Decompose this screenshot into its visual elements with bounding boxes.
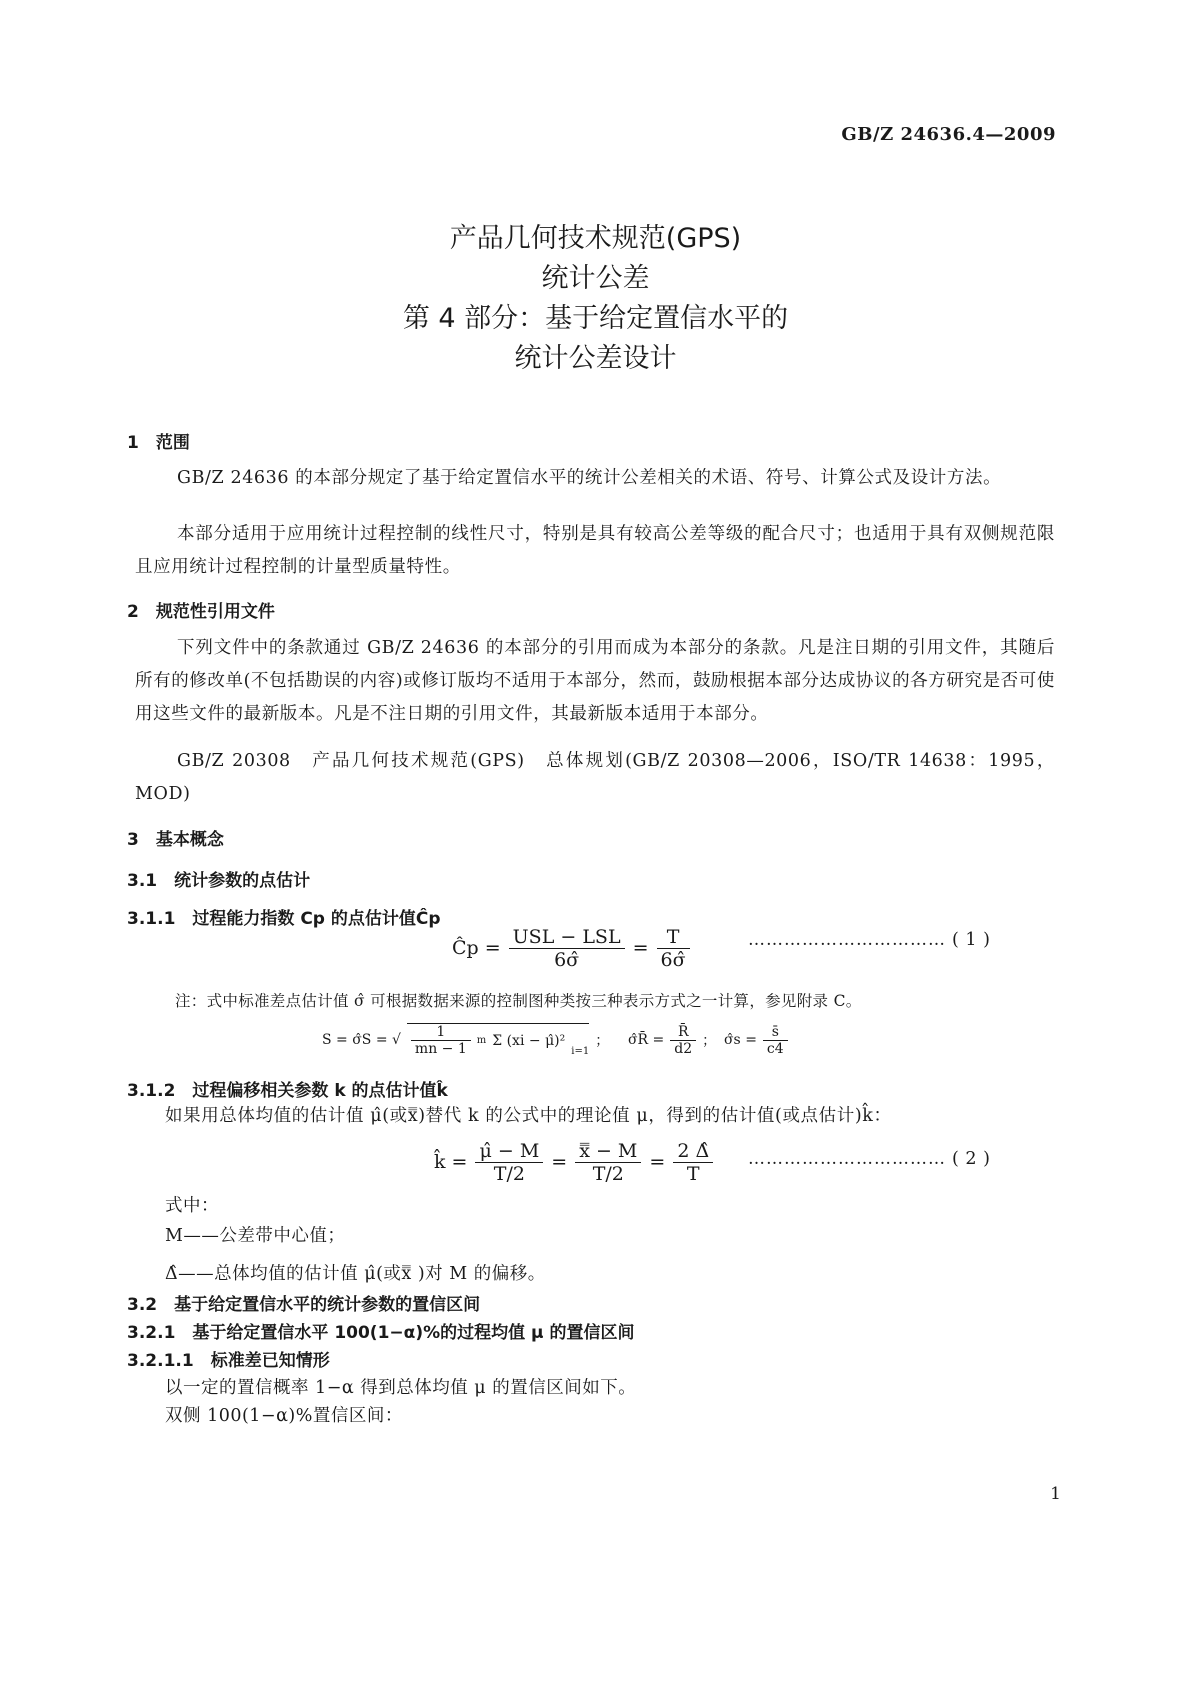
eq2-lhs: k̂ = bbox=[434, 1151, 468, 1173]
eq1-lhs: Ĉp = bbox=[452, 937, 501, 959]
section-1-heading: 1 范围 bbox=[127, 433, 190, 453]
eq2-equals-b: = bbox=[649, 1151, 666, 1173]
section-3-2-heading: 3.2 基于给定置信水平的统计参数的置信区间 bbox=[127, 1295, 481, 1315]
section-3-heading: 3 基本概念 bbox=[127, 830, 224, 850]
note-f2-fraction bbox=[670, 1024, 696, 1057]
section-1-paragraph-2: 本部分适用于应用统计过程控制的线性尺寸，特别是具有较高公差等级的配合尺寸；也适用于具有双侧规范限且应用统计过程控制的计量型质量特性。 bbox=[135, 524, 1055, 577]
eq2-fraction-3 bbox=[673, 1140, 713, 1185]
eq1-denominator-2: 6σ̂ bbox=[660, 948, 686, 971]
paragraph-two-sided: 双侧 100(1−α)%置信区间： bbox=[165, 1406, 403, 1426]
eq2-numerator-1: μ̂ − M bbox=[475, 1140, 543, 1163]
note-f1-lhs: S = σ̂S = √ bbox=[322, 1032, 401, 1048]
eq2-dot-leader: …………………………… bbox=[748, 1149, 946, 1169]
note-f2-den: d2 bbox=[674, 1040, 693, 1057]
definition-m: M——公差带中心值； bbox=[165, 1226, 346, 1246]
section-3-2-1-1-heading: 3.2.1.1 标准差已知情形 bbox=[127, 1351, 330, 1371]
note-f1-sum-limits bbox=[477, 1036, 486, 1046]
eq1-dot-leader: …………………………… bbox=[748, 930, 946, 950]
eq1-denominator-1: 6σ̂ bbox=[554, 948, 580, 971]
eq2-fraction-2 bbox=[575, 1140, 641, 1185]
eq1-numerator-2: T bbox=[657, 926, 690, 949]
note-f1-num: 1 bbox=[411, 1024, 471, 1041]
note-f1-fraction bbox=[411, 1024, 471, 1057]
eq2-number: ( 2 ) bbox=[952, 1149, 991, 1169]
note-f2-sep: ； bbox=[702, 1033, 717, 1049]
eq2-numerator-2: x̿ − M bbox=[575, 1140, 641, 1163]
eq2-numerator-3: 2 Δ̂ bbox=[673, 1140, 713, 1163]
title-line-4: 统计公差设计 bbox=[514, 343, 677, 374]
page-number: 1 bbox=[1050, 1484, 1061, 1504]
note-f1-den: mn − 1 bbox=[414, 1041, 467, 1057]
where-label: 式中： bbox=[165, 1196, 219, 1216]
section-3-1-2-text: 如果用总体均值的估计值 μ̂(或x̿)替代 k 的公式中的理论值 μ，得到的估计值(或点估计)k̂： bbox=[165, 1106, 892, 1126]
eq1-fraction-2 bbox=[657, 926, 690, 971]
note-formula-s-bar bbox=[724, 1016, 788, 1064]
note-f2-num: R̄ bbox=[670, 1024, 696, 1041]
eq1-number: ( 1 ) bbox=[952, 930, 991, 950]
eq1-fraction-1 bbox=[509, 926, 625, 971]
note-f1-sum-top: m bbox=[476, 1034, 487, 1046]
note-f1-sum-bottom: i=1 bbox=[571, 1046, 590, 1057]
section-3-1-2-heading: 3.1.2 过程偏移相关参数 k 的点估计值k̂ bbox=[127, 1081, 448, 1101]
note-f3-fraction bbox=[763, 1024, 788, 1057]
eq2-denominator-1: T/2 bbox=[493, 1162, 525, 1185]
definition-delta: Δ̂——总体均值的估计值 μ̂(或x̿ )对 M 的偏移。 bbox=[165, 1264, 546, 1284]
note-f1-radicand bbox=[407, 1023, 589, 1057]
note-formula-s bbox=[322, 1016, 609, 1064]
eq2-fraction-1 bbox=[475, 1140, 543, 1185]
eq1-equals: = bbox=[632, 937, 649, 959]
section-1-paragraph-1: GB/Z 24636 的本部分规定了基于给定置信水平的统计公差相关的术语、符号、计算公式及设计方法。 bbox=[177, 468, 1002, 488]
title-line-2: 统计公差 bbox=[541, 263, 650, 294]
document-code: GB/Z 24636.4—2009 bbox=[841, 124, 1056, 145]
note-formula-r bbox=[628, 1016, 716, 1064]
note-f3-lhs: σ̂s = bbox=[724, 1032, 757, 1048]
equation-1 bbox=[452, 920, 690, 976]
note-f1-sum: Σ (xi − μ̂)² bbox=[492, 1032, 566, 1049]
section-2-reference: GB/Z 20308 产品几何技术规范(GPS) 总体规划(GB/Z 20308—2006，ISO/TR 14638：1995，MOD) bbox=[135, 751, 1055, 804]
eq2-equals-a: = bbox=[551, 1151, 568, 1173]
note-sigma: 注：式中标准差点估计值 σ̂ 可根据数据来源的控制图种类按三种表示方式之一计算，参见附录 C。 bbox=[175, 992, 862, 1010]
title-line-3: 第 4 部分：基于给定置信水平的 bbox=[402, 303, 789, 334]
note-f1-sep: ； bbox=[595, 1033, 610, 1049]
eq2-denominator-2: T/2 bbox=[592, 1162, 624, 1185]
note-f2-lhs: σ̂R̄ = bbox=[628, 1032, 665, 1048]
equation-2 bbox=[434, 1134, 713, 1190]
title-line-1: 产品几何技术规范(GPS) bbox=[449, 223, 742, 254]
note-f3-den: c4 bbox=[766, 1040, 784, 1057]
eq2-denominator-3: T bbox=[686, 1162, 700, 1185]
section-3-1-1-heading: 3.1.1 过程能力指数 Cp 的点估计值Ĉp bbox=[127, 909, 441, 929]
section-3-1-heading: 3.1 统计参数的点估计 bbox=[127, 871, 311, 891]
eq1-numerator-1: USL − LSL bbox=[509, 926, 625, 949]
paragraph-confidence: 以一定的置信概率 1−α 得到总体均值 μ 的置信区间如下。 bbox=[165, 1378, 637, 1398]
section-2-paragraph: 下列文件中的条款通过 GB/Z 24636 的本部分的引用而成为本部分的条款。凡是注日期的引用文件，其随后所有的修改单(不包括勘误的内容)或修订版均不适用于本部分，然而，鼓励根据本部分达成协议的各方研究是否可使用这些文件的最新版本。凡是不注日期的引用文件，其最新版本适用于本部分。 bbox=[135, 638, 1055, 724]
note-f3-num: s̄ bbox=[763, 1024, 788, 1041]
section-2-heading: 2 规范性引用文件 bbox=[127, 602, 275, 622]
section-3-2-1-heading: 3.2.1 基于给定置信水平 100(1−α)%的过程均值 μ 的置信区间 bbox=[127, 1323, 635, 1343]
